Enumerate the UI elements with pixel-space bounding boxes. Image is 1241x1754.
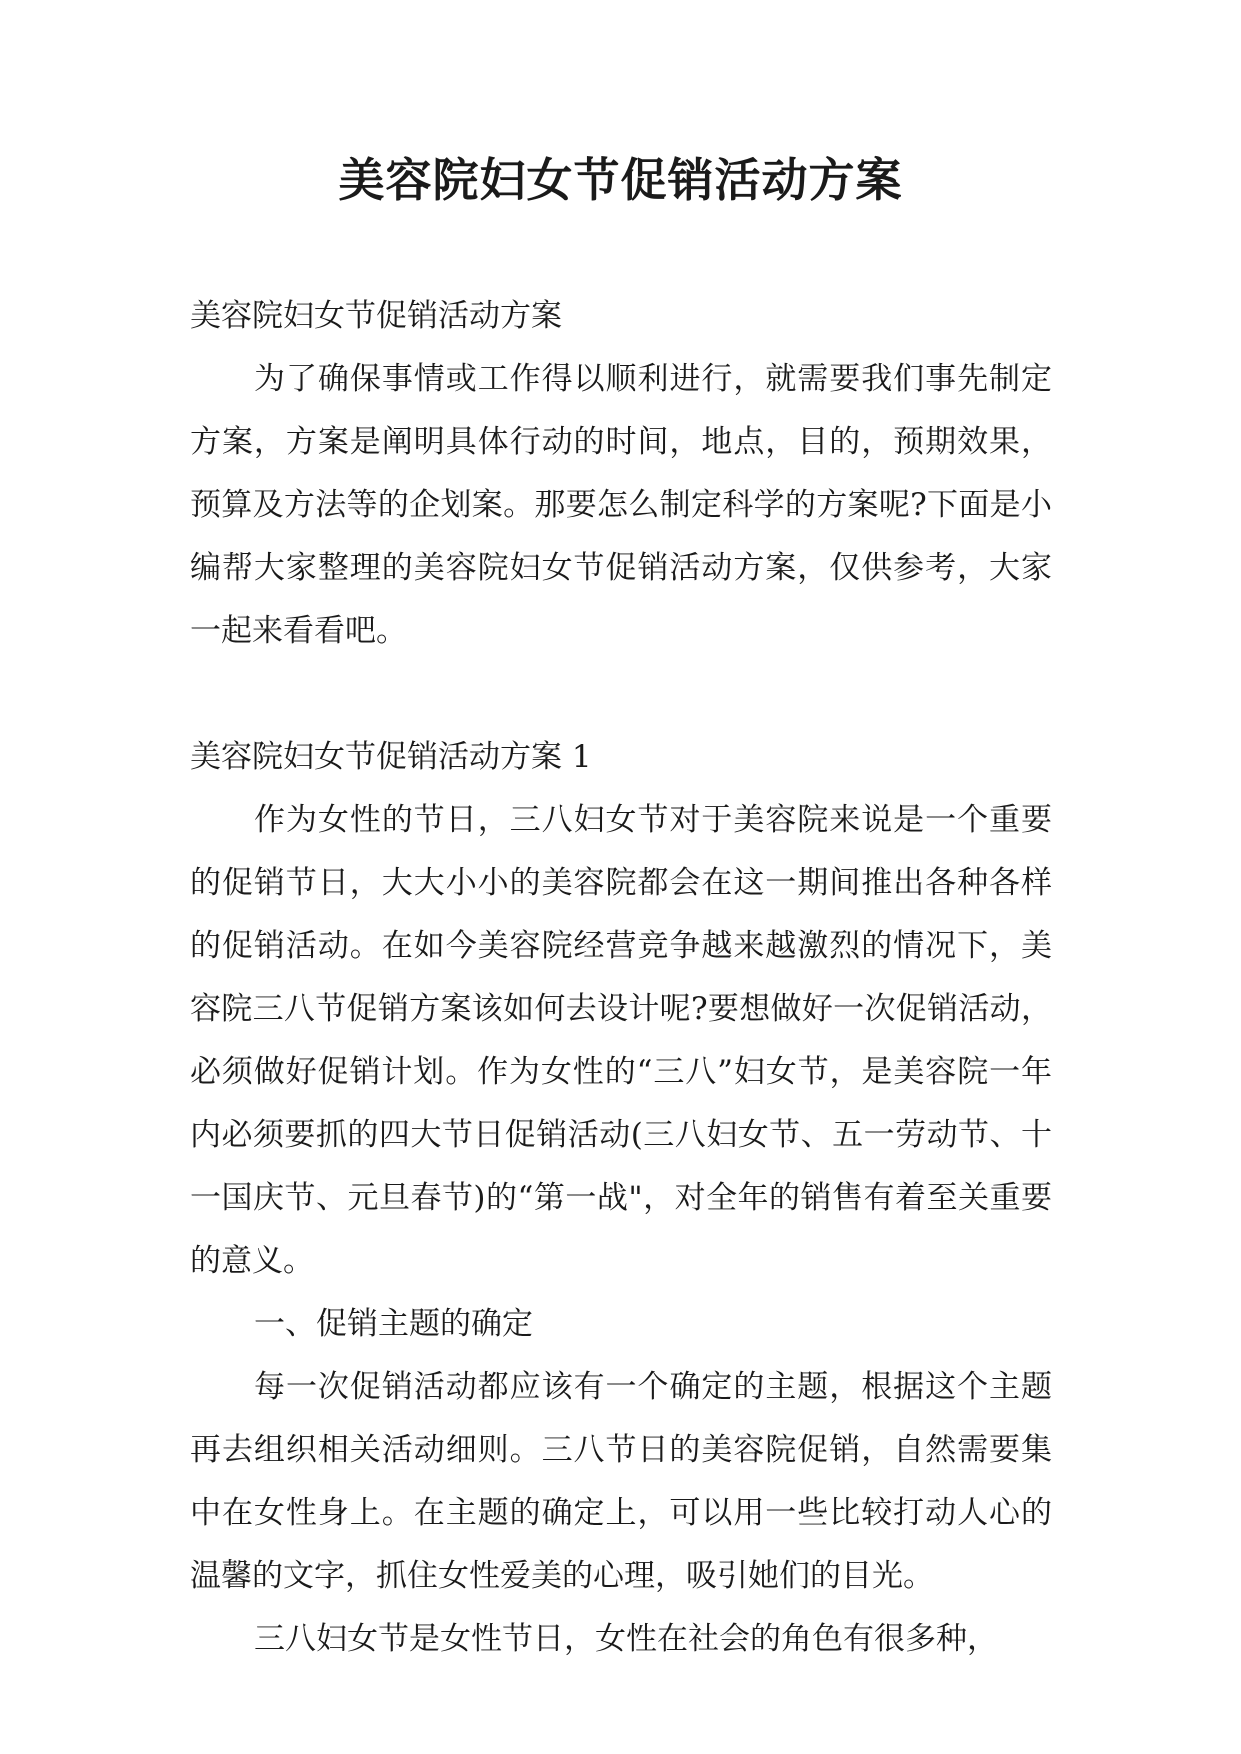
section-paragraph-3: 三八妇女节是女性节日，女性在社会的角色有很多种，: [254, 1621, 998, 1657]
document-body: [190, 285, 1052, 1671]
intro-paragraph: 为了确保事情或工作得以顺利进行，就需要我们事先制定方案，方案是阐明具体行动的时间，地点，目的，预期效果，预算及方法等的企划案。那要怎么制定科学的方案呢?下面是小编帮大家整理的美容院妇女节促销活动方案，仅供参考，大家一起来看看吧。: [190, 361, 1052, 649]
section-paragraph-1: 作为女性的节日，三八妇女节对于美容院来说是一个重要的促销节日，大大小小的美容院都会在这一期间推出各种各样的促销活动。在如今美容院经营竞争越来越激烈的情况下，美容院三八节促销方案该如何去设计呢?要想做好一次促销活动，必须做好促销计划。作为女性的“三八”妇女节，是美容院一年内必须要抓的四大节日促销活动(三八妇女节、五一劳动节、十一国庆节、元旦春节)的“第一战"，对全年的销售有着至关重要的意义。: [190, 802, 1052, 1279]
section-heading: 美容院妇女节促销活动方案 1: [190, 739, 592, 775]
document-title: 美容院妇女节促销活动方案: [338, 153, 903, 207]
subheading-promotion-theme: 一、促销主题的确定: [254, 1306, 533, 1342]
paragraph-spacer: [190, 663, 1052, 726]
section-paragraph-2: 每一次促销活动都应该有一个确定的主题，根据这个主题再去组织相关活动细则。三八节日的美容院促销，自然需要集中在女性身上。在主题的确定上，可以用一些比较打动人心的温馨的文字，抓住女性爱美的心理，吸引她们的目光。: [190, 1369, 1052, 1594]
document-subtitle: 美容院妇女节促销活动方案: [190, 298, 562, 334]
